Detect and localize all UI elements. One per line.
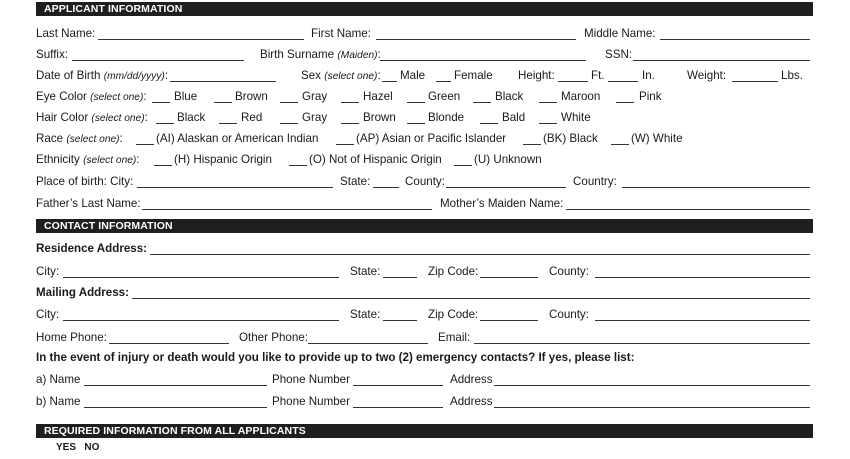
sex-male-blank[interactable] xyxy=(382,81,397,82)
mailing-state-field[interactable] xyxy=(383,320,417,321)
residence-city-label: City: xyxy=(36,265,60,278)
birth-country-label: Country: xyxy=(573,175,617,188)
suffix-label: Suffix: xyxy=(36,48,69,61)
dob-field[interactable] xyxy=(170,81,276,82)
hair-option-black: Black xyxy=(177,111,206,124)
hair-option-bald: Bald xyxy=(502,111,526,124)
dob-colon: : xyxy=(164,69,169,82)
mothers-maiden-name-label: Mother’s Maiden Name: xyxy=(440,197,564,210)
birth-county-field[interactable] xyxy=(446,187,566,188)
sex-colon: : xyxy=(377,69,381,82)
height-ft-field[interactable] xyxy=(558,81,588,82)
birth-surname-colon: : xyxy=(377,48,381,61)
eye-color-label xyxy=(36,90,147,105)
mailing-state-label: State: xyxy=(350,308,381,321)
height-label: Height: xyxy=(518,69,555,82)
sex-label xyxy=(301,69,381,84)
hair-blonde-blank[interactable] xyxy=(407,123,425,124)
residence-address-label: Residence Address: xyxy=(36,242,148,255)
mailing-city-field[interactable] xyxy=(63,320,339,321)
race-text: Race xyxy=(36,132,64,145)
section-header-contact-information: CONTACT INFORMATION xyxy=(36,219,813,233)
contact-a-address-field[interactable] xyxy=(494,385,810,386)
fathers-last-name-field[interactable] xyxy=(142,209,432,210)
residence-state-label: State: xyxy=(350,265,381,278)
race-option-ai: (AI) Alaskan or American Indian xyxy=(156,132,319,145)
race-select-one-note: (select one) xyxy=(66,134,120,145)
birth-state-field[interactable] xyxy=(373,187,399,188)
eye-gray-blank[interactable] xyxy=(280,102,298,103)
mailing-address-field[interactable] xyxy=(132,298,810,299)
lbs-unit: Lbs. xyxy=(781,69,803,82)
weight-field[interactable] xyxy=(732,81,778,82)
hair-gray-blank[interactable] xyxy=(280,123,298,124)
hair-option-red: Red xyxy=(241,111,263,124)
race-option-bk: (BK) Black xyxy=(543,132,598,145)
eye-maroon-blank[interactable] xyxy=(539,102,557,103)
contact-b-name-label: b) Name xyxy=(36,395,81,408)
sex-male-label: Male xyxy=(400,69,426,82)
email-field[interactable] xyxy=(474,343,810,344)
eye-option-hazel: Hazel xyxy=(363,90,393,103)
dob-format-note: (mm/dd/yyyy) xyxy=(103,71,165,82)
eye-color-colon: : xyxy=(143,90,147,103)
sex-female-label: Female xyxy=(454,69,493,82)
race-option-ap: (AP) Asian or Pacific Islander xyxy=(356,132,507,145)
mailing-address-label: Mailing Address: xyxy=(36,286,129,299)
hair-select-one-note: (select one) xyxy=(91,113,145,124)
height-in-field[interactable] xyxy=(608,81,638,82)
hair-black-blank[interactable] xyxy=(156,123,174,124)
race-label xyxy=(36,132,123,147)
residence-county-label: County: xyxy=(549,265,589,278)
fathers-last-name-label: Father’s Last Name: xyxy=(36,197,141,210)
hair-color-text: Hair Color xyxy=(36,111,89,124)
ethnicity-option-u: (U) Unknown xyxy=(474,153,542,166)
contact-b-name-field[interactable] xyxy=(84,407,267,408)
hair-color-label xyxy=(36,111,148,126)
contact-a-name-field[interactable] xyxy=(84,385,267,386)
hair-color-colon: : xyxy=(144,111,148,124)
ethnicity-o-blank[interactable] xyxy=(289,165,307,166)
contact-b-address-field[interactable] xyxy=(494,407,810,408)
eye-green-blank[interactable] xyxy=(407,102,425,103)
contact-a-address-label: Address xyxy=(450,373,493,386)
race-bk-blank[interactable] xyxy=(523,144,541,145)
eye-color-text: Eye Color xyxy=(36,90,87,103)
mailing-zip-field[interactable] xyxy=(480,320,538,321)
hair-option-brown: Brown xyxy=(363,111,396,124)
race-ai-blank[interactable] xyxy=(136,144,154,145)
contact-b-phone-label: Phone Number xyxy=(272,395,350,408)
section-header-required-information: REQUIRED INFORMATION FROM ALL APPLICANTS xyxy=(36,424,813,438)
eye-hazel-blank[interactable] xyxy=(341,102,359,103)
birth-county-label: County: xyxy=(405,175,445,188)
dob-label xyxy=(36,69,168,84)
ethnicity-text: Ethnicity xyxy=(36,153,80,166)
hair-option-white: White xyxy=(561,111,591,124)
sex-select-one-note: (select one) xyxy=(324,71,378,82)
ethnicity-u-blank[interactable] xyxy=(454,165,472,166)
birth-country-field[interactable] xyxy=(622,187,810,188)
other-phone-label: Other Phone: xyxy=(239,331,308,344)
ethnicity-option-o: (O) Not of Hispanic Origin xyxy=(309,153,442,166)
hair-option-blonde: Blonde xyxy=(428,111,465,124)
eye-option-black: Black xyxy=(495,90,524,103)
middle-name-label: Middle Name: xyxy=(584,27,656,40)
contact-a-name-label: a) Name xyxy=(36,373,81,386)
mailing-city-label: City: xyxy=(36,308,60,321)
dob-text: Date of Birth xyxy=(36,69,101,82)
residence-zip-field[interactable] xyxy=(480,277,538,278)
first-name-label: First Name: xyxy=(311,27,371,40)
eye-black-blank[interactable] xyxy=(473,102,491,103)
birth-city-field[interactable] xyxy=(137,187,333,188)
contact-a-phone-label: Phone Number xyxy=(272,373,350,386)
section-header-applicant-information: APPLICANT INFORMATION xyxy=(36,2,813,16)
eye-brown-blank[interactable] xyxy=(214,102,232,103)
mailing-county-field[interactable] xyxy=(595,320,810,321)
residence-zip-label: Zip Code: xyxy=(428,265,479,278)
mothers-maiden-name-field[interactable] xyxy=(566,209,810,210)
ssn-field[interactable] xyxy=(633,60,810,61)
birth-state-label: State: xyxy=(340,175,371,188)
ethnicity-colon: : xyxy=(136,153,140,166)
hair-bald-blank[interactable] xyxy=(480,123,498,124)
ethnicity-label xyxy=(36,153,140,168)
maiden-note: (Maiden) xyxy=(337,50,378,61)
race-w-blank[interactable] xyxy=(611,144,629,145)
race-ap-blank[interactable] xyxy=(336,144,354,145)
emergency-contacts-prompt: In the event of injury or death would you like to provide up to two (2) emergency contacts? If yes, please list: xyxy=(36,351,635,364)
email-label: Email: xyxy=(438,331,471,344)
last-name-label: Last Name: xyxy=(36,27,96,40)
suffix-field[interactable] xyxy=(72,60,244,61)
hair-white-blank[interactable] xyxy=(539,123,557,124)
eye-option-gray: Gray xyxy=(302,90,328,103)
yes-no-column-headers: YES NO xyxy=(56,442,100,453)
sex-female-blank[interactable] xyxy=(436,81,451,82)
residence-city-field[interactable] xyxy=(63,277,339,278)
home-phone-field[interactable] xyxy=(109,343,229,344)
weight-label: Weight: xyxy=(687,69,727,82)
sex-text: Sex xyxy=(301,69,321,82)
hair-brown-blank[interactable] xyxy=(341,123,359,124)
birth-surname-text: Birth Surname xyxy=(260,48,335,61)
residence-address-field[interactable] xyxy=(150,254,810,255)
middle-name-field[interactable] xyxy=(660,39,810,40)
contact-b-phone-field[interactable] xyxy=(353,407,443,408)
mailing-zip-label: Zip Code: xyxy=(428,308,479,321)
place-of-birth-label: Place of birth: City: xyxy=(36,175,134,188)
ssn-label: SSN: xyxy=(605,48,633,61)
eye-option-maroon: Maroon xyxy=(561,90,601,103)
race-colon: : xyxy=(119,132,123,145)
eye-option-pink: Pink xyxy=(639,90,662,103)
mailing-county-label: County: xyxy=(549,308,589,321)
eye-option-blue: Blue xyxy=(174,90,198,103)
birth-surname-field[interactable] xyxy=(380,60,586,61)
ft-unit: Ft. xyxy=(591,69,605,82)
eye-option-green: Green xyxy=(428,90,461,103)
birth-surname-label xyxy=(260,48,381,63)
first-name-field[interactable] xyxy=(376,39,576,40)
hair-red-blank[interactable] xyxy=(219,123,237,124)
race-option-w: (W) White xyxy=(631,132,683,145)
contact-a-phone-field[interactable] xyxy=(353,385,443,386)
in-unit: In. xyxy=(642,69,655,82)
eye-option-brown: Brown xyxy=(235,90,268,103)
eye-blue-blank[interactable] xyxy=(152,102,170,103)
home-phone-label: Home Phone: xyxy=(36,331,107,344)
eye-select-one-note: (select one) xyxy=(90,92,144,103)
ethnicity-option-h: (H) Hispanic Origin xyxy=(174,153,272,166)
hair-option-gray: Gray xyxy=(302,111,328,124)
other-phone-field[interactable] xyxy=(308,343,428,344)
contact-b-address-label: Address xyxy=(450,395,493,408)
last-name-field[interactable] xyxy=(98,39,304,40)
eye-pink-blank[interactable] xyxy=(616,102,634,103)
residence-state-field[interactable] xyxy=(383,277,417,278)
ethnicity-select-one-note: (select one) xyxy=(83,155,137,166)
ethnicity-h-blank[interactable] xyxy=(154,165,172,166)
residence-county-field[interactable] xyxy=(595,277,810,278)
